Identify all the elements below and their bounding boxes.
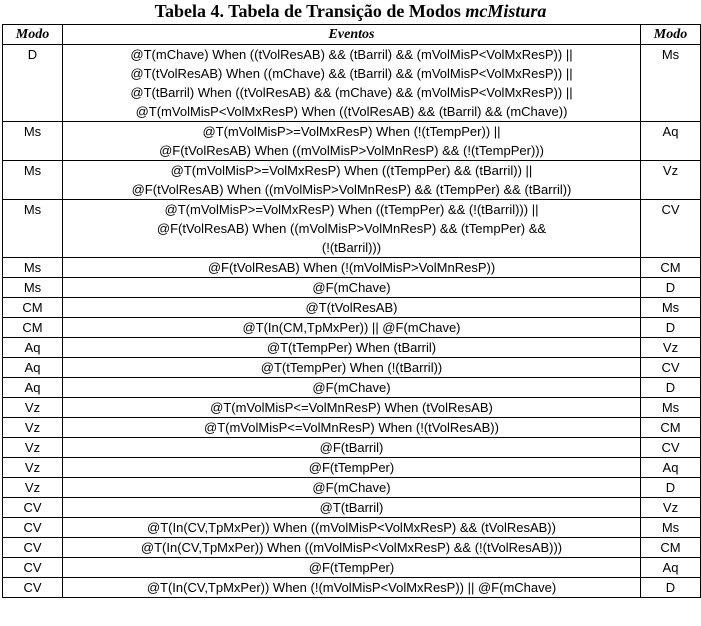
to-mode-cell: Aq <box>641 122 701 161</box>
table-row <box>3 161 701 200</box>
header-events: Eventos <box>63 25 641 45</box>
event-line: @F(mChave) <box>312 280 391 295</box>
from-mode-cell: CV <box>3 538 63 558</box>
from-mode-cell: Aq <box>3 358 63 378</box>
event-line: @F(tTempPer) <box>308 560 395 575</box>
from-mode-cell: Ms <box>3 122 63 161</box>
from-mode-cell: Ms <box>3 278 63 298</box>
events-cell <box>63 398 641 418</box>
events-cell <box>63 358 641 378</box>
event-line: @T(mChave) When ((tVolResAB) && (tBarril) && (mVolMisP<VolMxResP)) || <box>130 47 573 62</box>
events-cell <box>63 538 641 558</box>
events-cell <box>63 338 641 358</box>
events-cell <box>63 558 641 578</box>
events-cell <box>63 298 641 318</box>
event-line: @T(tVolResAB) When ((mChave) && (tBarril) && (mVolMisP<VolMxResP)) || <box>130 66 573 81</box>
events-cell <box>63 578 641 598</box>
table-row <box>3 498 701 518</box>
table-row <box>3 122 701 161</box>
from-mode-cell: Ms <box>3 200 63 258</box>
header-row <box>3 25 701 45</box>
from-mode-cell: Ms <box>3 161 63 200</box>
event-line: @F(tVolResAB) When (!(mVolMisP>VolMnResP)) <box>207 260 496 275</box>
to-mode-cell: Ms <box>641 518 701 538</box>
event-line: @T(tTempPer) When (tBarril) <box>266 340 437 355</box>
event-line: @T(tBarril) When ((tVolResAB) && (mChave) && (mVolMisP<VolMxResP)) || <box>130 85 573 100</box>
to-mode-cell: CM <box>641 258 701 278</box>
event-line: @T(mVolMisP<VolMxResP) When ((tVolResAB) && (tBarril) && (mChave)) <box>135 104 568 119</box>
from-mode-cell: Vz <box>3 478 63 498</box>
event-line: @T(tVolResAB) <box>305 300 398 315</box>
event-line: @F(mChave) <box>312 380 391 395</box>
event-line: @F(tVolResAB) When ((mVolMisP>VolMnResP) && (!(tTempPer))) <box>159 143 544 158</box>
event-line: @T(tTempPer) When (!(tBarril)) <box>260 360 443 375</box>
events-cell <box>63 278 641 298</box>
to-mode-cell: Vz <box>641 161 701 200</box>
header-to-mode: Modo <box>641 25 701 45</box>
table-caption <box>0 0 701 24</box>
events-cell <box>63 122 641 161</box>
table-row <box>3 438 701 458</box>
event-line: @T(tBarril) <box>319 500 384 515</box>
event-line: @F(tBarril) <box>319 440 384 455</box>
to-mode-cell: Aq <box>641 458 701 478</box>
to-mode-cell: Ms <box>641 45 701 122</box>
from-mode-cell: CV <box>3 578 63 598</box>
to-mode-cell: Ms <box>641 298 701 318</box>
table-row <box>3 418 701 438</box>
to-mode-cell: CV <box>641 358 701 378</box>
from-mode-cell: Aq <box>3 338 63 358</box>
from-mode-cell: Vz <box>3 438 63 458</box>
to-mode-cell: CM <box>641 418 701 438</box>
table-caption-text: Tabela 4. Tabela de Transição de Modos <box>154 1 466 21</box>
from-mode-cell: Vz <box>3 398 63 418</box>
table-row <box>3 458 701 478</box>
table-row <box>3 45 701 122</box>
mode-transition-table <box>2 24 701 598</box>
events-cell <box>63 418 641 438</box>
table-row <box>3 258 701 278</box>
table-body <box>3 45 701 598</box>
events-cell <box>63 498 641 518</box>
to-mode-cell: D <box>641 378 701 398</box>
from-mode-cell: CV <box>3 498 63 518</box>
table-row <box>3 318 701 338</box>
event-line: @F(tVolResAB) When ((mVolMisP>VolMnResP) && (tTempPer) && (tBarril)) <box>131 182 572 197</box>
to-mode-cell: D <box>641 278 701 298</box>
events-cell <box>63 378 641 398</box>
events-cell <box>63 161 641 200</box>
event-line: @T(mVolMisP>=VolMxResP) When ((tTempPer) && (tBarril)) || <box>170 163 533 178</box>
from-mode-cell: Vz <box>3 458 63 478</box>
table-row <box>3 338 701 358</box>
to-mode-cell: Ms <box>641 398 701 418</box>
from-mode-cell: Vz <box>3 418 63 438</box>
events-cell <box>63 258 641 278</box>
table-row <box>3 578 701 598</box>
events-cell <box>63 438 641 458</box>
event-line: @F(mChave) <box>312 480 391 495</box>
event-line: @T(mVolMisP<=VolMnResP) When (!(tVolResAB)) <box>204 420 499 435</box>
to-mode-cell: CV <box>641 438 701 458</box>
table-row <box>3 358 701 378</box>
event-line: @T(In(CV,TpMxPer)) When ((mVolMisP<VolMxResP) && (tVolResAB)) <box>147 520 556 535</box>
event-line: @T(In(CM,TpMxPer)) || @F(mChave) <box>242 320 461 335</box>
events-cell <box>63 200 641 258</box>
table-row <box>3 558 701 578</box>
to-mode-cell: CV <box>641 200 701 258</box>
table-row <box>3 378 701 398</box>
from-mode-cell: Aq <box>3 378 63 398</box>
event-line: @F(tTempPer) <box>308 460 395 475</box>
to-mode-cell: Vz <box>641 498 701 518</box>
events-cell <box>63 518 641 538</box>
table-row <box>3 200 701 258</box>
to-mode-cell: Vz <box>641 338 701 358</box>
table-row <box>3 278 701 298</box>
table-row <box>3 478 701 498</box>
to-mode-cell: D <box>641 578 701 598</box>
table-row <box>3 518 701 538</box>
events-cell <box>63 45 641 122</box>
event-line: @F(tVolResAB) When ((mVolMisP>VolMnResP) && (tTempPer) && <box>156 221 547 236</box>
event-line: @T(mVolMisP>=VolMxResP) When (!(tTempPer)) || <box>202 124 501 139</box>
header-from-mode: Modo <box>3 25 63 45</box>
events-cell <box>63 318 641 338</box>
from-mode-cell: CM <box>3 318 63 338</box>
table-caption-emphasis: mcMistura <box>465 1 547 21</box>
event-line: (!(tBarril))) <box>321 240 382 255</box>
event-line: @T(mVolMisP>=VolMxResP) When ((tTempPer) && (!(tBarril))) || <box>164 202 539 217</box>
to-mode-cell: CM <box>641 538 701 558</box>
to-mode-cell: D <box>641 318 701 338</box>
table-row <box>3 398 701 418</box>
events-cell <box>63 478 641 498</box>
from-mode-cell: CM <box>3 298 63 318</box>
event-line: @T(In(CV,TpMxPer)) When (!(mVolMisP<VolMxResP)) || @F(mChave) <box>146 580 557 595</box>
to-mode-cell: Aq <box>641 558 701 578</box>
from-mode-cell: D <box>3 45 63 122</box>
to-mode-cell: D <box>641 478 701 498</box>
events-cell <box>63 458 641 478</box>
table-row <box>3 538 701 558</box>
event-line: @T(In(CV,TpMxPer)) When ((mVolMisP<VolMxResP) && (!(tVolResAB))) <box>140 540 563 555</box>
from-mode-cell: CV <box>3 558 63 578</box>
event-line: @T(mVolMisP<=VolMnResP) When (tVolResAB) <box>210 400 493 415</box>
from-mode-cell: Ms <box>3 258 63 278</box>
table-row <box>3 298 701 318</box>
from-mode-cell: CV <box>3 518 63 538</box>
